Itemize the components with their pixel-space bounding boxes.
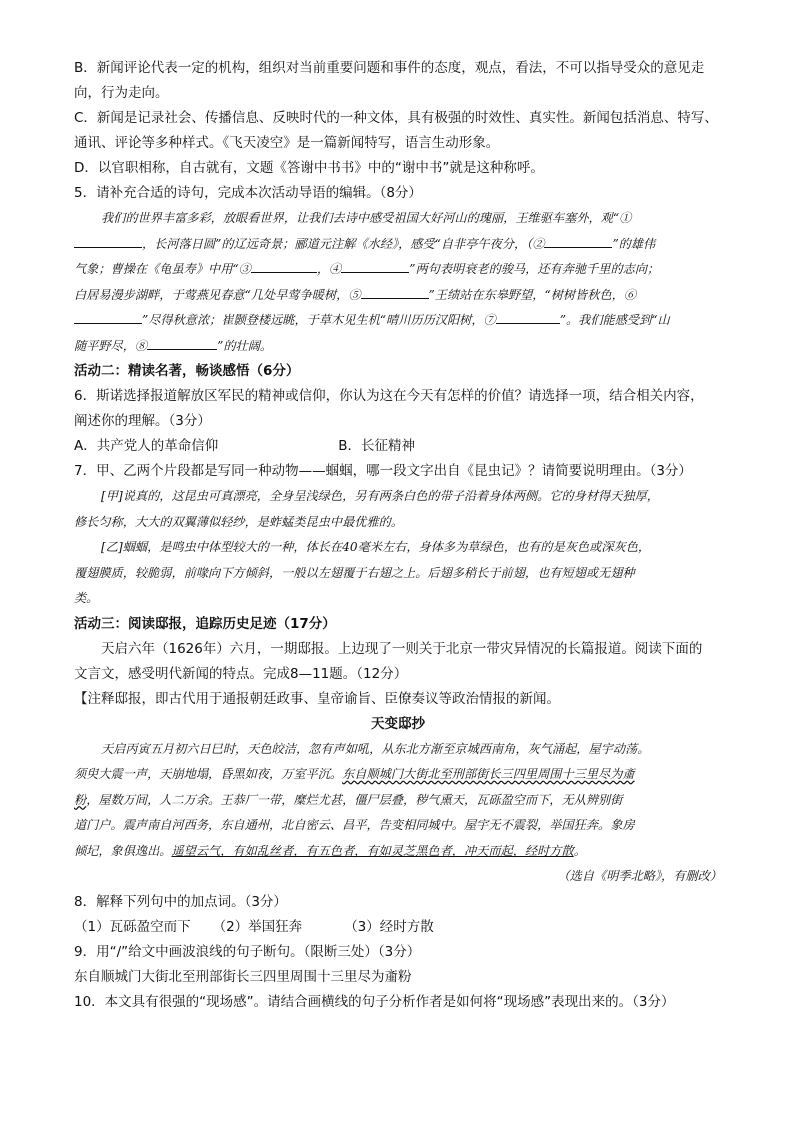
passage-line-5: 倾圮，象俱逸出。遥望云气，有如乱丝者，有五色者，有如灵芝黑色者，冲天而起，经时方散。 <box>74 843 586 858</box>
activity-2-heading: 活动二：精读名著，畅谈感悟（6分） <box>74 363 300 379</box>
q5-line-1: 我们的世界丰富多彩，放眼看世界，让我们去诗中感受祖国大好河山的瑰丽，王维驱车塞外，观“① <box>101 211 632 225</box>
question-6-line-2: 阐述你的理解。（3分） <box>74 413 211 429</box>
blank-7[interactable] <box>496 309 560 324</box>
q8-item-3: （3）经时方散 <box>344 918 434 935</box>
passage-line-1: 天启丙寅五月初六日巳时，天色皎洁，忽有声如吼，从东北方渐至京城西南角，灰气涌起，屋宇动荡。 <box>101 741 650 756</box>
blank-8[interactable] <box>147 335 217 350</box>
passage-yi-line-3: 类。 <box>74 591 99 605</box>
exam-page <box>74 56 722 1015</box>
blank-5[interactable] <box>361 284 429 299</box>
q8-item-1: （1）瓦砾盈空而下 <box>74 918 191 935</box>
passage-jia-line-1: [甲]说真的，这昆虫可真漂亮，全身呈浅绿色，另有两条白色的带子沿着身体两侧。它的身材得天独厚， <box>101 489 659 503</box>
option-a: A．共产党人的革命信仰 <box>74 438 219 454</box>
blank-1[interactable] <box>74 233 142 248</box>
option-c-line-1: C．新闻是记录社会、传播信息、反映时代的一种文体，具有极强的时效性、真实性。新闻包括消息、特写、 <box>74 110 718 126</box>
underlined-sentence: 遥望云气，有如乱丝者，有五色者，有如灵芝黑色者，冲天而起，经时方散 <box>171 843 574 858</box>
option-b-line-2: 向，行为走向。 <box>74 85 169 101</box>
option-d-line: D．以官职相称，自古就有，文题《答谢中书书》中的“谢中书”就是这种称呼。 <box>74 160 544 176</box>
question-8-stem: 8．解释下列句中的加点词。（3分） <box>74 893 287 910</box>
q8-item-2: （2）举国狂奔 <box>212 918 303 935</box>
passage-line-3: 粉，屋数万间，人二万余。王恭厂一带，糜烂尤甚，僵尸层叠，秽气熏天，瓦砾盈空而下，无从辨别街 <box>74 792 623 807</box>
question-6-line-1: 6．斯诺选择报道解放区军民的精神或信仰，你认为这在今天有怎样的价值？请选择一项，结合相关内容， <box>74 388 704 404</box>
passage-jia-line-2: 修长匀称，大大的双翼薄似轻纱，是蚱蜢类昆虫中最优雅的。 <box>74 514 404 529</box>
question-9-stem: 9．用“/”给文中画波浪线的句子断句。（限断三处）（3分） <box>74 943 421 960</box>
passage-line-4: 道门户。震声南自河西务，东自通州，北自密云、昌平，告变相同城中。屋宇无不震裂，举国狂奔。象房 <box>74 818 635 832</box>
annotation-note: 【注释邸报，即古代用于通报朝廷政事、皇帝谕旨、臣僚奏议等政治情报的新闻。 <box>74 690 560 707</box>
q5-line-3: 气象；曹操在《龟虽寿》中用“③ ，④ ”两句表明衰老的骏马，还有奔驰千里的志向； <box>74 257 722 283</box>
option-b: B．长征精神 <box>338 438 416 454</box>
q5-line-6: 随平野尽，⑧ ”的壮阔。 <box>74 334 722 360</box>
blank-6[interactable] <box>74 309 142 324</box>
passage-yi-line-1: [乙]蝈蝈，是鸣虫中体型较大的一种，体长在40毫米左右，身体多为草绿色，也有的是灰色或深灰色， <box>101 540 651 554</box>
question-7-stem: 7．甲、乙两个片段都是写同一种动物——蝈蝈，哪一段文字出自《昆虫记》？请简要说明理由。（3分） <box>74 463 692 479</box>
question-5-stem: 5．请补充合适的诗句，完成本次活动导语的编辑。（8分） <box>74 185 422 201</box>
option-b-line-1: B．新闻评论代表一定的机构，组织对当前重要问题和事件的态度，观点，看法，不可以指导受众的意见走 <box>74 60 705 76</box>
wavy-underlined-sentence: 东自顺城门大街北至刑部街长三四里周围十三里尽为齑 <box>342 767 635 781</box>
q5-line-2: ，长河落日圆”的辽远奇景；郦道元注解《水经》，感受“自非亭午夜分，（② ”的雄伟 <box>74 232 722 258</box>
blank-4[interactable] <box>341 258 409 273</box>
question-8-items <box>74 915 722 940</box>
q5-line-5: ”尽得秋意浓；崔颢登楼远眺，于草木见生机“晴川历历汉阳树，⑦ ”。我们能感受到“山 <box>74 308 722 334</box>
intro-line-2: 文言文，感受明代新闻的特点。完成8—11题。（12分） <box>74 665 408 682</box>
q5-line-4: 白居易漫步湖畔，于莺燕见春意“几处早莺争暖树，⑤ ”王绩站在东皋野望，“树树皆秋色，⑥ <box>74 283 722 309</box>
activity-3-heading: 活动三：阅读邸报，追踪历史足迹（17分） <box>74 615 336 632</box>
question-6-options <box>74 434 722 459</box>
passage-source: （选自《明季北略》，有删改） <box>557 869 722 883</box>
blank-2[interactable] <box>544 233 612 248</box>
passage-line-2: 须臾大震一声，天崩地塌，昏黑如夜，万室平沉。东自顺城门大街北至刑部街长三四里周围十三里尽为齑 <box>74 767 635 781</box>
passage-yi-line-2: 覆翅膜质，较脆弱，前喙向下方倾斜，一般以左翅覆于右翅之上。后翅多稍长于前翅，也有短翅或无翅种 <box>74 565 635 580</box>
intro-line-1: 天启六年（1626年）六月，一期邸报。上边现了一则关于北京一带灾异情况的长篇报道。阅读下面的 <box>101 640 703 657</box>
passage-title: 天变邸抄 <box>371 715 425 732</box>
option-c-line-2: 通讯、评论等多种样式。《飞天凌空》是一篇新闻特写，语言生动形象。 <box>74 135 500 151</box>
blank-3[interactable] <box>251 258 317 273</box>
question-9-sentence: 东自顺城门大街北至刑部街长三四里周围十三里尽为齑粉 <box>74 968 412 985</box>
question-10-stem: 10．本文具有很强的“现场感”。请结合画横线的句子分析作者是如何将“现场感”表现出来的。（3分） <box>74 993 675 1010</box>
